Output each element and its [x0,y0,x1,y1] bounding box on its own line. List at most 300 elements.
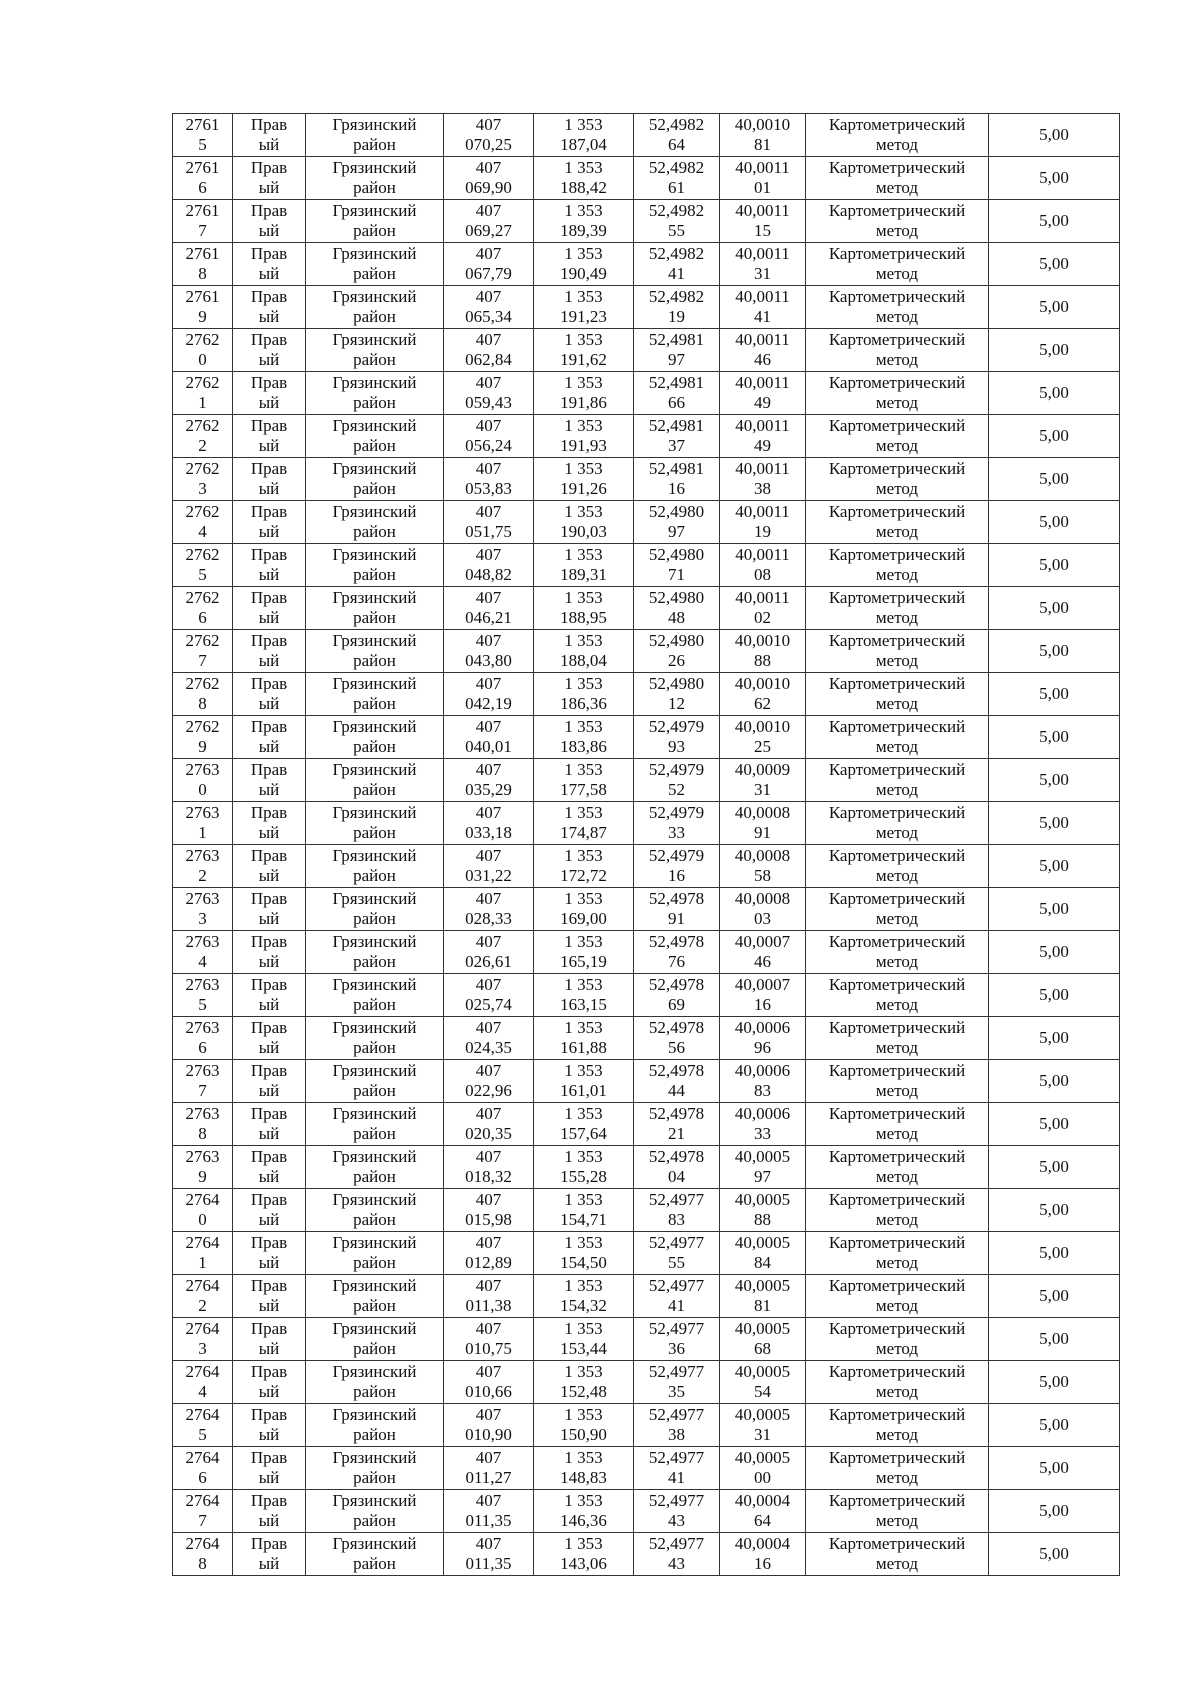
lon-line-1: 40,0007 [734,932,791,951]
district-line-2: район [353,1081,396,1100]
district-cell [306,716,444,759]
y-line-2: 188,95 [560,608,607,627]
lon-line-1: 40,0011 [735,158,790,177]
y-line-2: 152,48 [560,1382,607,1401]
lon-line-1: 40,0009 [734,760,791,779]
y-line-2: 161,01 [560,1081,607,1100]
side-line-2: ый [258,608,280,627]
lat-line-1: 52,4982 [648,244,705,263]
x-line-2: 018,32 [465,1167,512,1186]
x-coordinate-cell [444,286,534,329]
point-number-cell [173,587,233,630]
x-coordinate-cell [444,157,534,200]
lat-line-2: 55 [668,1253,685,1272]
method-line-1: Картометрический [828,846,966,865]
side-line-2: ый [258,823,280,842]
lat-line-2: 64 [668,135,685,154]
district-line-2: район [353,1210,396,1229]
x-line-1: 407 [475,1362,502,1381]
num-line-2: 0 [198,1210,207,1229]
y-line-2: 187,04 [560,135,607,154]
y-line-2: 188,04 [560,651,607,670]
x-line-2: 020,35 [465,1124,512,1143]
num-line-1: 2762 [185,588,220,607]
table-row [173,1189,1120,1232]
method-line-1: Картометрический [828,287,966,306]
error-value-cell: 5,00 [989,1060,1120,1103]
error-value-cell: 5,00 [989,114,1120,157]
lat-line-1: 52,4982 [648,287,705,306]
num-line-2: 9 [198,1167,207,1186]
x-coordinate-cell [444,974,534,1017]
y-line-2: 154,71 [560,1210,607,1229]
y-line-2: 177,58 [560,780,607,799]
side-line-1: Прав [250,1018,288,1037]
district-line-1: Грязинский [332,803,417,822]
error-value-cell: 5,00 [989,888,1120,931]
lat-line-1: 52,4977 [648,1405,705,1424]
y-coordinate-cell [534,673,634,716]
bank-side-cell [233,931,306,974]
num-line-2: 4 [198,952,207,971]
num-line-1: 2762 [185,631,220,650]
table-row [173,1017,1120,1060]
district-line-1: Грязинский [332,1448,417,1467]
district-cell [306,372,444,415]
latitude-cell [634,286,720,329]
lon-line-1: 40,0006 [734,1061,791,1080]
bank-side-cell [233,415,306,458]
district-line-2: район [353,1554,396,1573]
point-number-cell [173,1447,233,1490]
lon-line-1: 40,0011 [735,330,790,349]
x-coordinate-cell [444,243,534,286]
point-number-cell [173,157,233,200]
method-line-2: метод [875,1554,919,1573]
side-line-2: ый [258,1167,280,1186]
x-line-1: 407 [475,1319,502,1338]
side-line-1: Прав [250,1104,288,1123]
bank-side-cell [233,845,306,888]
x-line-1: 407 [475,1405,502,1424]
latitude-cell [634,587,720,630]
y-coordinate-cell [534,1404,634,1447]
side-line-2: ый [258,1296,280,1315]
latitude-cell [634,888,720,931]
method-line-1: Картометрический [828,201,966,220]
lon-line-1: 40,0011 [735,416,790,435]
num-line-2: 6 [198,1468,207,1487]
method-line-2: метод [875,522,919,541]
district-line-2: район [353,866,396,885]
district-line-2: район [353,1382,396,1401]
x-line-2: 040,01 [465,737,512,756]
method-line-1: Картометрический [828,1147,966,1166]
lat-line-2: 71 [668,565,685,584]
error-value-cell: 5,00 [989,286,1120,329]
x-coordinate-cell [444,1017,534,1060]
lat-line-1: 52,4980 [648,674,705,693]
y-line-2: 143,06 [560,1554,607,1573]
lat-line-2: 83 [668,1210,685,1229]
method-line-1: Картометрический [828,932,966,951]
y-coordinate-cell [534,372,634,415]
point-number-cell [173,286,233,329]
num-line-1: 2764 [185,1362,220,1381]
district-cell [306,200,444,243]
lat-line-2: 38 [668,1425,685,1444]
num-line-2: 1 [198,1253,207,1272]
point-number-cell [173,1146,233,1189]
point-number-cell [173,200,233,243]
method-cell [806,415,989,458]
district-line-1: Грязинский [332,1147,417,1166]
x-coordinate-cell [444,759,534,802]
district-line-2: район [353,952,396,971]
longitude-cell [720,1146,806,1189]
latitude-cell [634,372,720,415]
longitude-cell [720,501,806,544]
lon-line-1: 40,0010 [734,674,791,693]
lat-line-2: 41 [668,1296,685,1315]
district-line-1: Грязинский [332,588,417,607]
bank-side-cell [233,1490,306,1533]
method-line-2: метод [875,1296,919,1315]
lon-line-2: 16 [754,1554,771,1573]
num-line-2: 8 [198,1554,207,1573]
x-coordinate-cell [444,845,534,888]
table-row [173,157,1120,200]
district-line-1: Грязинский [332,846,417,865]
method-line-2: метод [875,1339,919,1358]
method-line-1: Картометрический [828,1491,966,1510]
num-line-2: 3 [198,479,207,498]
latitude-cell [634,716,720,759]
method-cell [806,372,989,415]
lat-line-1: 52,4978 [648,932,705,951]
bank-side-cell [233,157,306,200]
y-line-2: 150,90 [560,1425,607,1444]
lat-line-1: 52,4981 [648,416,705,435]
district-line-2: район [353,1425,396,1444]
num-line-1: 2763 [185,975,220,994]
district-line-1: Грязинский [332,158,417,177]
lon-line-2: 46 [754,350,771,369]
side-line-1: Прав [250,803,288,822]
method-line-1: Картометрический [828,416,966,435]
district-line-2: район [353,307,396,326]
lat-line-1: 52,4979 [648,717,705,736]
lat-line-2: 41 [668,264,685,283]
method-line-1: Картометрический [828,588,966,607]
lon-line-1: 40,0008 [734,889,791,908]
lat-line-2: 66 [668,393,685,412]
lon-line-2: 00 [754,1468,771,1487]
district-cell [306,243,444,286]
y-line-1: 1 353 [564,459,603,478]
method-line-1: Картометрический [828,889,966,908]
lon-line-2: 62 [754,694,771,713]
num-line-1: 2762 [185,330,220,349]
district-cell [306,1275,444,1318]
y-line-1: 1 353 [564,1491,603,1510]
district-line-1: Грязинский [332,932,417,951]
table-row [173,1103,1120,1146]
lon-line-2: 97 [754,1167,771,1186]
y-line-1: 1 353 [564,631,603,650]
latitude-cell [634,1232,720,1275]
lat-line-1: 52,4979 [648,760,705,779]
table-row [173,845,1120,888]
table-row [173,673,1120,716]
district-cell [306,1533,444,1576]
y-coordinate-cell [534,329,634,372]
method-line-1: Картометрический [828,975,966,994]
lat-line-1: 52,4980 [648,502,705,521]
side-line-2: ый [258,952,280,971]
y-coordinate-cell [534,114,634,157]
y-line-1: 1 353 [564,760,603,779]
side-line-2: ый [258,780,280,799]
side-line-2: ый [258,1253,280,1272]
error-value-cell: 5,00 [989,372,1120,415]
method-line-2: метод [875,1425,919,1444]
lon-line-1: 40,0011 [735,502,790,521]
lat-line-1: 52,4978 [648,1147,705,1166]
x-line-2: 011,38 [465,1296,512,1315]
point-number-cell [173,1060,233,1103]
y-line-2: 189,31 [560,565,607,584]
method-line-1: Картометрический [828,1233,966,1252]
side-line-2: ый [258,221,280,240]
point-number-cell [173,1189,233,1232]
x-line-1: 407 [475,416,502,435]
district-line-2: район [353,350,396,369]
district-line-2: район [353,178,396,197]
y-coordinate-cell [534,1447,634,1490]
district-line-1: Грязинский [332,459,417,478]
district-line-1: Грязинский [332,1104,417,1123]
method-line-1: Картометрический [828,1448,966,1467]
point-number-cell [173,329,233,372]
method-line-2: метод [875,1210,919,1229]
district-line-2: район [353,221,396,240]
side-line-2: ый [258,178,280,197]
x-line-2: 069,90 [465,178,512,197]
method-cell [806,1232,989,1275]
lat-line-2: 36 [668,1339,685,1358]
num-line-2: 2 [198,1296,207,1315]
num-line-1: 2761 [185,287,220,306]
x-line-1: 407 [475,1190,502,1209]
district-cell [306,501,444,544]
y-line-1: 1 353 [564,201,603,220]
method-cell [806,888,989,931]
table-row [173,1404,1120,1447]
table-row [173,114,1120,157]
lon-line-1: 40,0005 [734,1319,791,1338]
x-coordinate-cell [444,1232,534,1275]
x-line-2: 010,66 [465,1382,512,1401]
side-line-1: Прав [250,932,288,951]
side-line-2: ый [258,1382,280,1401]
longitude-cell [720,1490,806,1533]
side-line-1: Прав [250,1276,288,1295]
num-line-2: 4 [198,522,207,541]
num-line-2: 7 [198,1081,207,1100]
table-row [173,1490,1120,1533]
district-cell [306,1189,444,1232]
method-line-1: Картометрический [828,459,966,478]
method-line-1: Картометрический [828,330,966,349]
lat-line-1: 52,4977 [648,1190,705,1209]
x-line-2: 026,61 [465,952,512,971]
district-cell [306,630,444,673]
y-line-1: 1 353 [564,545,603,564]
district-line-1: Грязинский [332,717,417,736]
table-row [173,1146,1120,1189]
num-line-2: 8 [198,264,207,283]
lat-line-1: 52,4978 [648,889,705,908]
x-line-2: 069,27 [465,221,512,240]
lon-line-1: 40,0011 [735,244,790,263]
district-line-2: район [353,1038,396,1057]
num-line-2: 9 [198,737,207,756]
method-line-2: метод [875,178,919,197]
error-value-cell: 5,00 [989,1103,1120,1146]
lat-line-1: 52,4977 [648,1233,705,1252]
point-number-cell [173,716,233,759]
y-coordinate-cell [534,243,634,286]
method-line-2: метод [875,221,919,240]
lon-line-2: 16 [754,995,771,1014]
longitude-cell [720,372,806,415]
method-cell [806,1361,989,1404]
num-line-2: 7 [198,1511,207,1530]
district-line-1: Грязинский [332,889,417,908]
lat-line-2: 69 [668,995,685,1014]
y-coordinate-cell [534,1017,634,1060]
y-coordinate-cell [534,1490,634,1533]
side-line-2: ый [258,436,280,455]
side-line-1: Прав [250,416,288,435]
method-line-2: метод [875,307,919,326]
method-line-1: Картометрический [828,1104,966,1123]
error-value-cell: 5,00 [989,1275,1120,1318]
y-line-2: 189,39 [560,221,607,240]
bank-side-cell [233,1275,306,1318]
lat-line-2: 41 [668,1468,685,1487]
num-line-2: 7 [198,651,207,670]
y-line-1: 1 353 [564,1233,603,1252]
y-line-2: 183,86 [560,737,607,756]
latitude-cell [634,114,720,157]
coordinates-table [172,113,1120,1576]
district-line-2: район [353,995,396,1014]
x-line-2: 048,82 [465,565,512,584]
method-line-2: метод [875,651,919,670]
longitude-cell [720,157,806,200]
y-line-1: 1 353 [564,1104,603,1123]
x-line-1: 407 [475,975,502,994]
x-line-2: 059,43 [465,393,512,412]
error-value-cell: 5,00 [989,1146,1120,1189]
y-line-2: 155,28 [560,1167,607,1186]
district-line-2: район [353,135,396,154]
district-line-1: Грязинский [332,115,417,134]
district-cell [306,802,444,845]
lon-line-1: 40,0011 [735,588,790,607]
y-coordinate-cell [534,286,634,329]
side-line-1: Прав [250,1405,288,1424]
method-cell [806,716,989,759]
lon-line-2: 58 [754,866,771,885]
district-line-1: Грязинский [332,287,417,306]
x-line-2: 033,18 [465,823,512,842]
table-row [173,415,1120,458]
district-line-1: Грязинский [332,1534,417,1553]
method-line-1: Картометрический [828,1061,966,1080]
point-number-cell [173,759,233,802]
longitude-cell [720,1232,806,1275]
lat-line-2: 76 [668,952,685,971]
y-line-1: 1 353 [564,846,603,865]
method-cell [806,114,989,157]
side-line-2: ый [258,651,280,670]
district-cell [306,587,444,630]
district-cell [306,1017,444,1060]
lat-line-1: 52,4978 [648,1104,705,1123]
side-line-2: ый [258,1038,280,1057]
error-value-cell: 5,00 [989,974,1120,1017]
table-row [173,458,1120,501]
district-line-2: район [353,264,396,283]
y-coordinate-cell [534,1533,634,1576]
longitude-cell [720,673,806,716]
table-row [173,200,1120,243]
num-line-1: 2764 [185,1405,220,1424]
lon-line-2: 49 [754,436,771,455]
num-line-2: 0 [198,780,207,799]
longitude-cell [720,1275,806,1318]
bank-side-cell [233,1447,306,1490]
num-line-2: 6 [198,178,207,197]
num-line-1: 2763 [185,760,220,779]
lon-line-1: 40,0004 [734,1491,791,1510]
lon-line-2: 46 [754,952,771,971]
bank-side-cell [233,587,306,630]
table-row [173,716,1120,759]
lat-line-1: 52,4977 [648,1491,705,1510]
district-line-2: район [353,479,396,498]
lon-line-1: 40,0004 [734,1534,791,1553]
latitude-cell [634,243,720,286]
lon-line-2: 33 [754,1124,771,1143]
method-cell [806,1060,989,1103]
district-line-1: Грязинский [332,1362,417,1381]
point-number-cell [173,1533,233,1576]
x-coordinate-cell [444,888,534,931]
y-coordinate-cell [534,544,634,587]
district-line-1: Грязинский [332,674,417,693]
side-line-1: Прав [250,244,288,263]
lat-line-2: 21 [668,1124,685,1143]
lat-line-1: 52,4981 [648,330,705,349]
district-cell [306,1404,444,1447]
y-line-2: 161,88 [560,1038,607,1057]
y-line-1: 1 353 [564,588,603,607]
district-line-2: район [353,608,396,627]
